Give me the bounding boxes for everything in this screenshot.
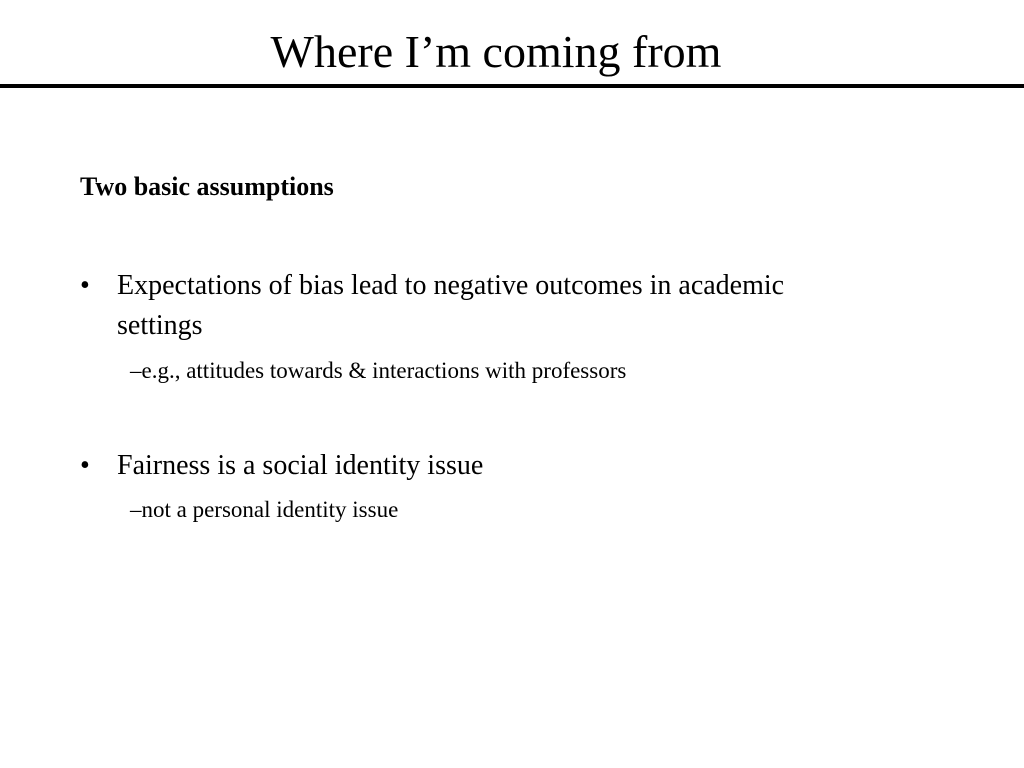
slide-title: Where I’m coming from: [270, 26, 722, 77]
bullet-item: [80, 446, 840, 486]
section-subheading: Two basic assumptions: [80, 172, 334, 201]
bullet-text: Fairness is a social identity issue: [117, 450, 484, 481]
bullet-text: Expectations of bias lead to negative outcomes in academic settings: [117, 270, 785, 341]
title-divider: [0, 84, 1024, 88]
sub-bullet-text: –e.g., attitudes towards & interactions with professors: [130, 358, 627, 383]
bullet-marker: •: [80, 270, 90, 301]
bullet-marker: •: [80, 450, 90, 481]
sub-bullet-text: –not a personal identity issue: [130, 497, 399, 522]
bullet-item: [80, 266, 840, 346]
